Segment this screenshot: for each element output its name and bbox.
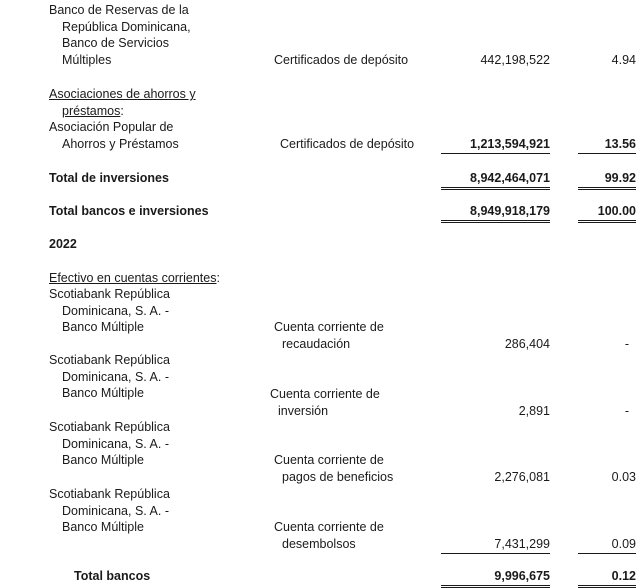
entity-line: Scotiabank República <box>49 287 170 301</box>
entity-line: Banco de Reservas de la <box>49 3 189 17</box>
amount-cell <box>441 170 550 190</box>
amount-value: 8,949,918,179 <box>441 203 550 223</box>
group-heading <box>49 86 259 152</box>
percent-value: 0.12 <box>578 568 636 588</box>
entity-line: Scotiabank República <box>49 487 170 501</box>
percent-cell <box>578 203 636 223</box>
percent-value: 0.09 <box>578 536 636 554</box>
instrument-type <box>274 519 454 552</box>
type-line: Cuenta corriente de <box>270 387 380 401</box>
type-line: Cuenta corriente de <box>274 520 384 534</box>
total-label: Total bancos e inversiones <box>49 204 209 218</box>
entity-line: Dominicana, S. A. - <box>62 436 169 451</box>
entity-line: Dominicana, S. A. - <box>62 503 169 518</box>
entity-line: Dominicana, S. A. - <box>62 303 169 318</box>
amount-cell: 286,404 <box>504 337 550 351</box>
type-line: recaudación <box>282 336 351 351</box>
group-heading-text: Asociaciones de ahorros y <box>49 87 196 101</box>
type-line: desembolsos <box>282 536 356 551</box>
entity-name <box>49 286 259 336</box>
entity-line: República Dominicana, <box>62 19 191 34</box>
entity-line: Scotiabank República <box>49 420 170 434</box>
percent-cell: 4.94 <box>611 53 636 67</box>
group-heading-text: préstamos <box>62 103 121 118</box>
entity-line: Dominicana, S. A. - <box>62 369 169 384</box>
percent-cell <box>578 136 636 154</box>
type-line: pagos de beneficios <box>282 469 394 484</box>
entity-line: Asociación Popular de <box>49 120 174 134</box>
section-heading-text: Efectivo en cuentas corrientes <box>49 271 217 285</box>
total-label: Total de inversiones <box>49 171 169 185</box>
percent-cell <box>578 568 636 588</box>
amount-cell: 442,198,522 <box>480 53 550 67</box>
entity-line: Banco Múltiple <box>62 520 144 534</box>
percent-cell <box>578 536 636 554</box>
entity-line: Múltiples <box>62 52 112 67</box>
amount-value: 9,996,675 <box>441 568 550 588</box>
instrument-type <box>274 319 454 352</box>
entity-line: Banco Múltiple <box>62 386 144 400</box>
amount-value: 7,431,299 <box>441 536 550 554</box>
year-heading: 2022 <box>49 237 77 251</box>
entity-name <box>49 419 259 469</box>
amount-cell <box>441 568 550 588</box>
section-heading-colon: : <box>216 271 220 285</box>
amount-cell <box>441 536 550 554</box>
type-line: Cuenta corriente de <box>274 320 384 334</box>
section-heading <box>49 270 259 287</box>
entity-line: Banco de Servicios <box>62 36 170 50</box>
percent-cell <box>578 170 636 190</box>
entity-name <box>49 352 259 402</box>
instrument-type <box>274 452 454 485</box>
group-heading-colon: : <box>120 103 124 118</box>
instrument-type: Certificados de depósito <box>280 137 415 151</box>
type-line: Cuenta corriente de <box>274 453 384 467</box>
percent-value: 100.00 <box>578 203 636 223</box>
total-label: Total bancos <box>74 569 151 583</box>
instrument-type: Certificados de depósito <box>274 53 409 67</box>
percent-value: 13.56 <box>578 136 636 154</box>
amount-cell: 2,891 <box>518 404 550 418</box>
amount-value: 8,942,464,071 <box>441 170 550 190</box>
instrument-type <box>270 386 450 419</box>
percent-cell: - <box>624 337 629 351</box>
amount-cell <box>441 136 550 154</box>
entity-line: Scotiabank República <box>49 353 170 367</box>
amount-cell: 2,276,081 <box>494 470 550 484</box>
entity-line: Banco Múltiple <box>62 453 144 467</box>
percent-cell: - <box>624 404 629 418</box>
percent-value: 99.92 <box>578 170 636 190</box>
type-line: inversión <box>278 403 329 418</box>
amount-value: 1,213,594,921 <box>441 136 550 154</box>
entity-line: Banco Múltiple <box>62 320 144 334</box>
percent-cell: 0.03 <box>611 470 636 484</box>
entity-line: Ahorros y Préstamos <box>62 136 179 151</box>
amount-cell <box>441 203 550 223</box>
entity-name <box>49 2 259 68</box>
entity-name <box>49 486 259 536</box>
